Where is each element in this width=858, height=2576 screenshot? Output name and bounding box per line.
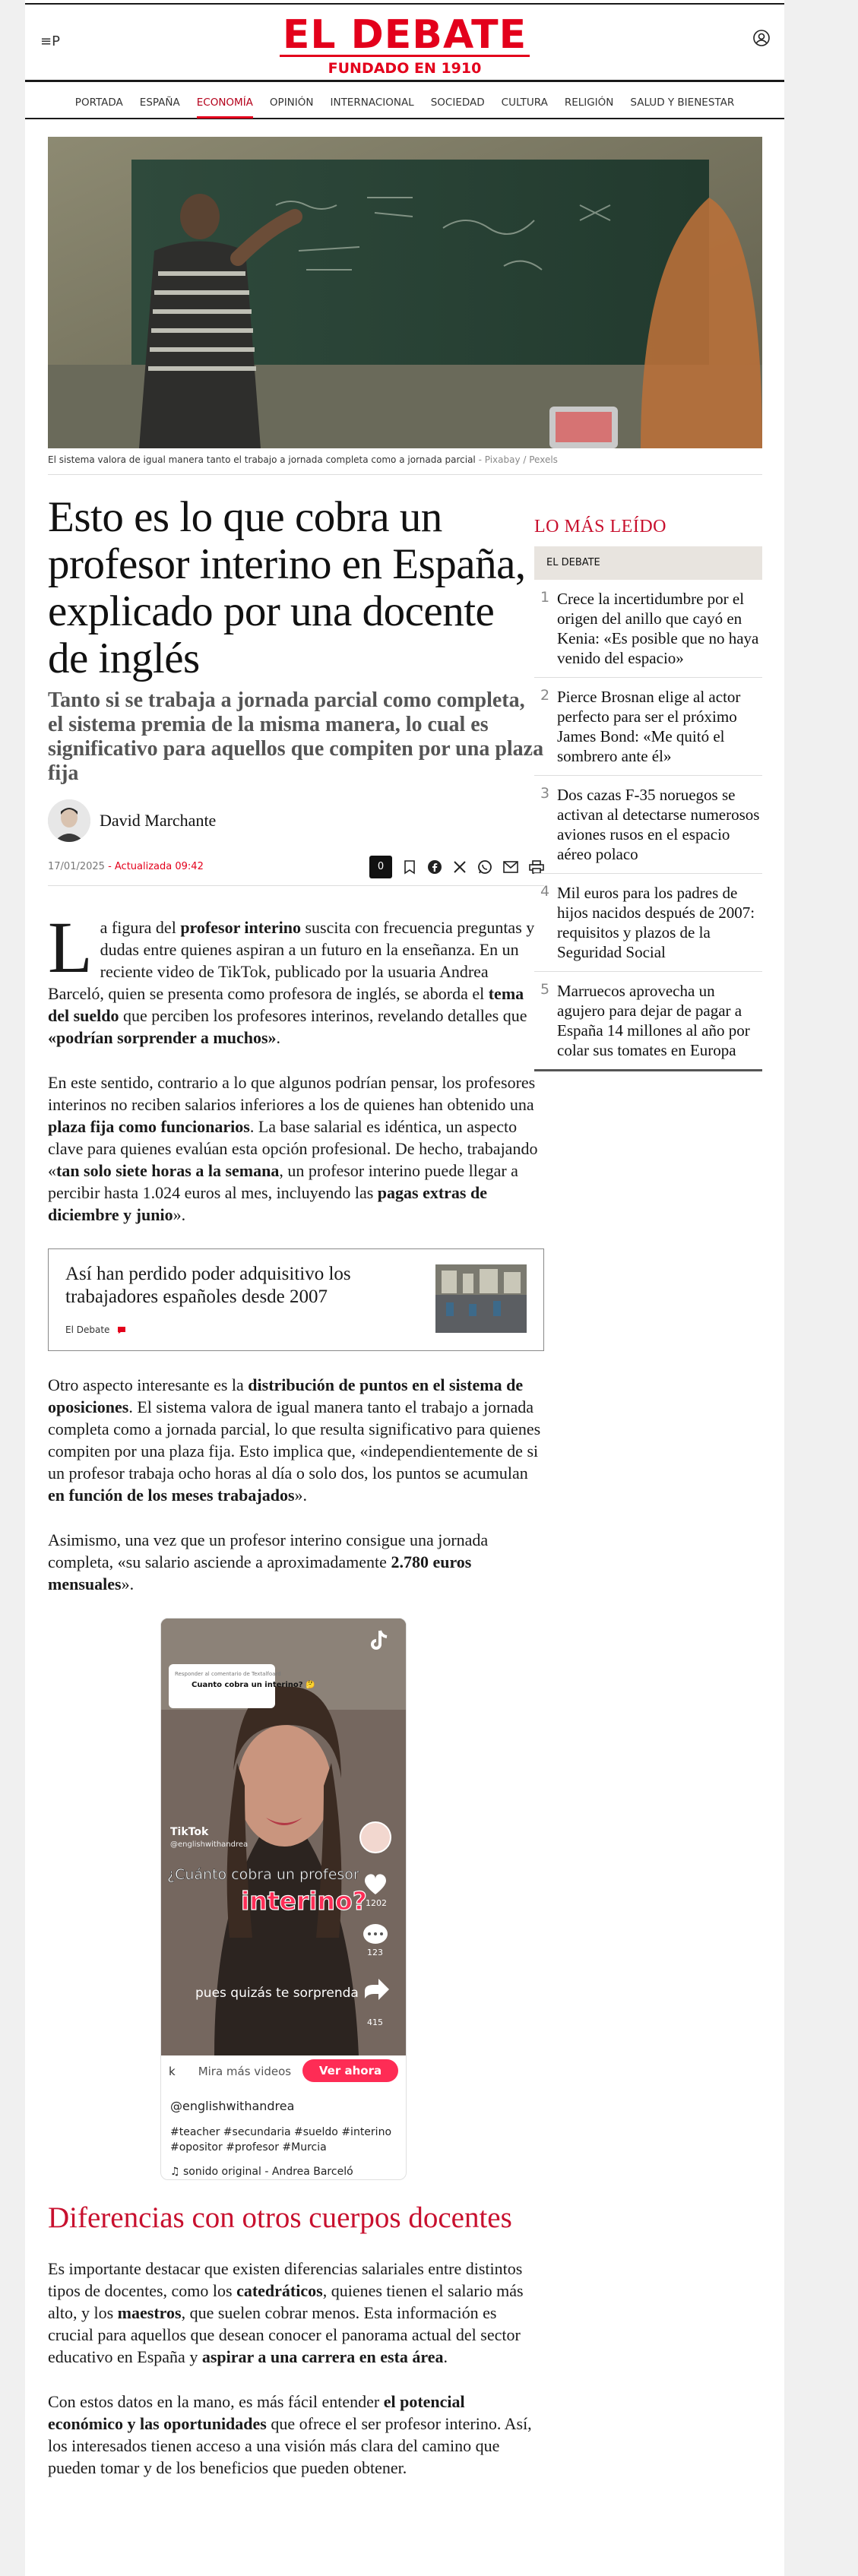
tiktok-video[interactable] xyxy=(161,1619,407,2055)
most-read-item[interactable] xyxy=(534,580,762,678)
most-read-list xyxy=(534,580,762,1071)
text-run: ». xyxy=(173,1205,186,1224)
nav-item-cultura[interactable]: CULTURA xyxy=(501,97,548,109)
tiktok-hashtags[interactable]: #teacher #secundaria #sueldo #interino #opositor #profesor #Murcia xyxy=(170,2126,392,2154)
updated-text: - Actualizada 09:42 xyxy=(104,861,204,872)
bold-text: el potencial económico y las oportunidades xyxy=(48,2392,465,2433)
text-run: , un profesor interino puede llegar a percibir hasta 1.024 euros al mes, incluyendo las xyxy=(48,1161,518,1202)
text-run: Es importante destacar que existen diferencias salariales entre distintos tipos de docentes, como los xyxy=(48,2259,523,2300)
nav-item-salud-y-bienestar[interactable]: SALUD Y BIENESTAR xyxy=(630,97,735,109)
article xyxy=(48,494,544,2502)
nav-item-economía[interactable]: ECONOMÍA xyxy=(188,87,261,119)
tiktok-overlay-question: ¿Cuánto cobra un profesor xyxy=(167,1866,359,1883)
bold-text: catedráticos xyxy=(236,2281,323,2300)
paragraph-4 xyxy=(48,1529,544,1595)
text-run: que perciben los profesores interinos, revelando detalles que xyxy=(119,1006,527,1025)
hero-image xyxy=(48,137,762,448)
email-icon[interactable] xyxy=(503,861,518,873)
bold-text: aspirar a una carrera en esta área xyxy=(201,2347,444,2366)
text-run: Con estos datos en la mano, es más fácil entender xyxy=(48,2392,384,2411)
bold-text: tema del sueldo xyxy=(48,984,524,1025)
paragraph-3 xyxy=(48,1374,544,1506)
most-read-link[interactable]: Pierce Brosnan elige al actor perfecto para ser el próximo James Bond: «Me quitó el sombrero ante él» xyxy=(557,688,741,765)
text-run: Asimismo, una vez que un profesor interino consigue una jornada completa, «su salario asciende a aproximadamente xyxy=(48,1530,489,1571)
tiktok-action-bar xyxy=(161,2055,407,2087)
user-icon[interactable] xyxy=(752,29,771,47)
site-header xyxy=(25,5,784,82)
text-run: Otro aspecto interesante es la xyxy=(48,1375,249,1394)
tiktok-likes-count: 1202 xyxy=(366,1898,387,1908)
tiktok-sound-text[interactable]: sonido original - Andrea Barceló xyxy=(183,2166,353,2178)
most-read-tab[interactable]: EL DEBATE xyxy=(534,546,762,580)
tiktok-reply-text: Cuanto cobra un interino? 🤔 xyxy=(192,1681,315,1689)
bold-text: tan solo siete horas a la semana xyxy=(56,1161,280,1180)
tiktok-overlay-sub: pues quizás te sorprenda xyxy=(195,1986,359,2001)
facebook-icon[interactable] xyxy=(427,859,442,875)
bookmark-icon[interactable] xyxy=(403,859,416,875)
related-title[interactable]: Así han perdido poder adquisitivo los trabajadores españoles desde 2007 xyxy=(65,1264,351,1307)
hero-caption xyxy=(48,454,762,475)
text-run: ». xyxy=(294,1486,308,1505)
x-twitter-icon[interactable] xyxy=(453,860,467,874)
whatsapp-icon[interactable] xyxy=(477,859,492,875)
text-run: . xyxy=(443,2347,448,2366)
tiktok-embed[interactable] xyxy=(160,1618,407,2180)
bold-text: profesor interino xyxy=(180,918,301,937)
most-read-number: 2 xyxy=(540,687,550,704)
tiktok-overlay-big: interino? xyxy=(241,1886,367,1916)
comment-bubble-icon xyxy=(117,1326,126,1334)
related-article-card[interactable] xyxy=(48,1248,544,1351)
paragraph-5 xyxy=(48,2258,544,2368)
menu-button[interactable]: ≡P xyxy=(40,33,60,49)
most-read-number: 3 xyxy=(540,785,550,802)
nav-item-internacional[interactable]: INTERNACIONAL xyxy=(330,97,414,109)
logo-wordmark[interactable]: EL DEBATE xyxy=(280,15,530,57)
most-read-link[interactable]: Marruecos aprovecha un agujero para dejar de pagar a España 14 millones al año por colar sus tomates en Europa xyxy=(557,982,750,1059)
author-block[interactable] xyxy=(48,799,544,842)
tiktok-comments-count: 123 xyxy=(367,1948,383,1957)
nav-item-españa[interactable]: ESPAÑA xyxy=(139,97,180,109)
article-meta xyxy=(48,856,544,886)
bold-text: en función de los meses trabajados xyxy=(48,1486,295,1505)
text-run: . xyxy=(276,1028,281,1047)
text-run: ». xyxy=(121,1574,135,1593)
date-text: 17/01/2025 xyxy=(48,861,105,872)
caption-credit: - Pixabay / Pexels xyxy=(475,454,558,465)
tiktok-reply-label: Responder al comentario de Textalfoard xyxy=(175,1671,281,1677)
article-body xyxy=(48,907,544,2479)
nav-item-religión[interactable]: RELIGIÓN xyxy=(564,97,614,109)
text-run: . La base salarial es idéntica, un aspecto clave para quienes evalúan esta opción profesional. De hecho, trabajando « xyxy=(48,1117,538,1180)
logo-tagline: FUNDADO EN 1910 xyxy=(328,60,482,77)
related-thumbnail[interactable] xyxy=(435,1264,527,1333)
text-run: a figura del xyxy=(100,918,181,937)
text-run: suscita con frecuencia preguntas y dudas entre quienes aspiran a un futuro en la enseñanza. En un reciente video de TikTok, publicado por la usuaria Andrea Barceló, quien se presenta como profesora de inglés, se aborda el xyxy=(48,918,535,1003)
main-nav xyxy=(25,87,784,119)
most-read-item[interactable] xyxy=(534,776,762,874)
text-run: que ofrece el ser profesor interino. Así, los interesados tienen acceso a una visión más clara del camino que pueden tomar y de los beneficios que pueden obtener. xyxy=(48,2414,532,2477)
paragraph-2 xyxy=(48,1071,544,1226)
related-source-name: El Debate xyxy=(65,1324,110,1335)
bold-text: maestros xyxy=(117,2303,182,2322)
most-read-item[interactable] xyxy=(534,874,762,972)
text-run: , quienes tienen el salario más alto, y los xyxy=(48,2281,524,2322)
tiktok-bar-k: k xyxy=(169,2064,176,2078)
page xyxy=(25,0,784,2576)
headline: Esto es lo que cobra un profesor interino en España, explicado por una docente de inglés xyxy=(48,493,526,682)
most-read-item[interactable] xyxy=(534,678,762,776)
most-read-link[interactable]: Dos cazas F-35 noruegos se activan al detectarse numerosos aviones rusos en el espacio aéreo polaco xyxy=(557,786,760,863)
text-run: . El sistema valora de igual manera tanto el trabajo a jornada completa como a jornada parcial, lo que resulta significativo para quienes compiten por una plaza fija. Esto implica que, «independientemente de si un profesor trabaja ocho horas al día o solo dos, los puntos se acumulan xyxy=(48,1397,541,1483)
caption-text: El sistema valora de igual manera tanto el trabajo a jornada completa como a jornada parcial xyxy=(48,454,476,465)
bold-text: distribución de puntos en el sistema de oposiciones xyxy=(48,1375,524,1416)
most-read-item[interactable] xyxy=(534,972,762,1069)
tiktok-info xyxy=(170,2095,398,2180)
music-note-icon: ♫ xyxy=(170,2166,180,2178)
bold-text: «podrían sorprender a muchos» xyxy=(48,1028,277,1047)
subheadline: Tanto si se trabaja a jornada parcial como completa, el sistema premia de la misma manera, lo cual es significativo para aquellos que compiten por una plaza fija xyxy=(48,688,544,785)
bold-text: pagas extras de diciembre y junio xyxy=(48,1183,487,1224)
section-heading: Diferencias con otros cuerpos docentes xyxy=(48,2201,512,2234)
most-read-link[interactable]: Crece la incertidumbre por el origen del anillo que cayó en Kenia: «Es posible que no haya venido del espacio» xyxy=(557,590,759,667)
most-read-sidebar xyxy=(534,517,762,1071)
tiktok-shares-count: 415 xyxy=(367,2017,383,2027)
tiktok-sound[interactable] xyxy=(170,2161,398,2180)
comments-count-button[interactable]: 0 xyxy=(369,856,392,878)
author-avatar[interactable] xyxy=(48,799,90,842)
nav-item-portada[interactable]: PORTADA xyxy=(74,97,123,109)
bold-text: plaza fija como funcionarios xyxy=(48,1117,250,1136)
tiktok-handle[interactable]: @englishwithandrea xyxy=(170,2099,295,2113)
most-read-title: LO MÁS LEÍDO xyxy=(534,517,666,536)
most-read-number: 5 xyxy=(540,981,550,998)
tiktok-watch-now-button[interactable]: Ver ahora xyxy=(302,2059,398,2082)
text-run: En este sentido, contrario a lo que algunos podrían pensar, los profesores interinos no reciben salarios inferiores a los de quienes han obtenido una xyxy=(48,1073,536,1114)
text-run: , que suelen cobrar menos. Esta información es crucial para aquellos que desean conocer el panorama actual del sector educativo en España y xyxy=(48,2303,521,2366)
paragraph-6 xyxy=(48,2391,544,2479)
most-read-number: 4 xyxy=(540,883,550,900)
most-read-number: 1 xyxy=(540,589,550,606)
bold-text: 2.780 euros mensuales xyxy=(48,1552,472,1593)
tiktok-brand-label: TikTok xyxy=(170,1826,209,1838)
nav-item-opinión[interactable]: OPINIÓN xyxy=(269,97,314,109)
publish-date xyxy=(48,861,204,872)
tiktok-more-videos[interactable]: Mira más videos xyxy=(198,2064,292,2078)
most-read-link[interactable]: Mil euros para los padres de hijos nacidos después de 2007: requisitos y plazos de la Seguridad Social xyxy=(557,884,755,961)
nav-item-sociedad[interactable]: SOCIEDAD xyxy=(430,97,485,109)
paragraph-1 xyxy=(48,907,544,1049)
author-name[interactable]: David Marchante xyxy=(100,811,217,830)
share-bar xyxy=(369,856,544,878)
site-logo[interactable] xyxy=(25,12,784,77)
drop-cap: L xyxy=(48,907,93,988)
tiktok-overlay-handle: @englishwithandrea xyxy=(170,1840,249,1849)
